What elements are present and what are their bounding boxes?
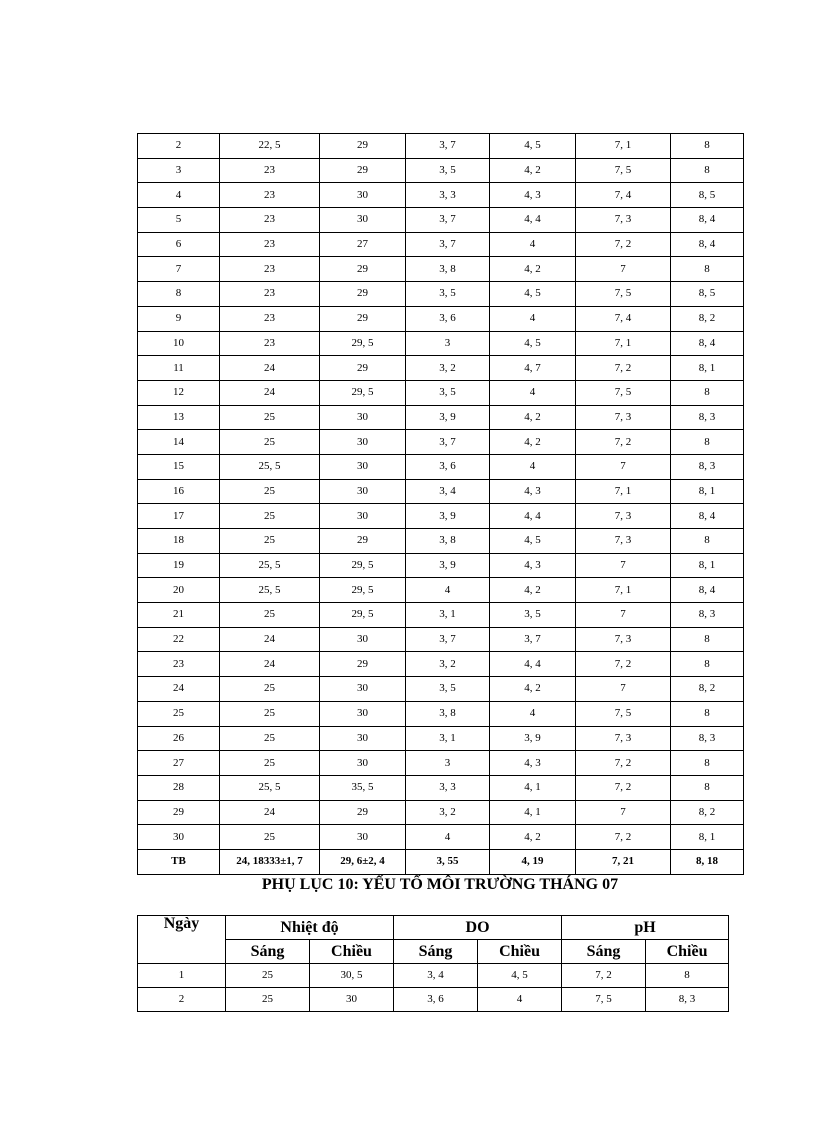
table-row	[138, 405, 744, 430]
table-cell: 4	[478, 988, 562, 1012]
june-table-body	[138, 134, 744, 875]
table-cell: 7, 2	[576, 775, 671, 800]
table-cell: 3, 8	[406, 529, 490, 554]
table-cell: 25	[220, 479, 320, 504]
table-cell: 25, 5	[220, 578, 320, 603]
table-cell: 29, 5	[320, 331, 406, 356]
table-cell: 3, 55	[406, 849, 490, 874]
table-cell: 10	[138, 331, 220, 356]
table-cell: 8, 4	[671, 504, 744, 529]
table-cell: 7, 2	[576, 430, 671, 455]
table-cell: 29, 5	[320, 578, 406, 603]
table-cell: 25	[220, 751, 320, 776]
table-cell: 29	[138, 800, 220, 825]
table-cell: 25	[220, 701, 320, 726]
table-row	[138, 134, 744, 159]
table-row	[138, 988, 729, 1012]
table-cell: 3, 6	[406, 454, 490, 479]
table-cell: 3, 3	[406, 775, 490, 800]
table-cell: 8, 4	[671, 232, 744, 257]
table-cell: 3, 2	[406, 652, 490, 677]
table-cell: 8, 1	[671, 479, 744, 504]
table-row	[138, 825, 744, 850]
table-cell: 24	[220, 627, 320, 652]
table-row	[138, 652, 744, 677]
table-cell: 8, 5	[671, 183, 744, 208]
table-cell: 24, 18333±1, 7	[220, 849, 320, 874]
header-day: Ngày	[138, 916, 226, 964]
table-cell: 29	[320, 158, 406, 183]
table-cell: 25	[220, 504, 320, 529]
table-cell: 30	[320, 504, 406, 529]
table-cell: 7, 3	[576, 726, 671, 751]
table-cell: 7, 4	[576, 183, 671, 208]
table-cell: 4, 19	[490, 849, 576, 874]
table-cell: 16	[138, 479, 220, 504]
table-cell: 3, 8	[406, 257, 490, 282]
table-cell: 23	[220, 183, 320, 208]
header-temp-morning: Sáng	[226, 940, 310, 964]
table-cell: 3, 9	[406, 553, 490, 578]
table-cell: 30, 5	[310, 964, 394, 988]
header-do-afternoon: Chiều	[478, 940, 562, 964]
table-cell: 30	[320, 405, 406, 430]
table-cell: 8, 3	[671, 603, 744, 628]
table-cell: 22, 5	[220, 134, 320, 159]
table-row	[138, 479, 744, 504]
table-cell: 8, 2	[671, 800, 744, 825]
table-cell: 3, 5	[406, 282, 490, 307]
table-cell: 3, 7	[406, 627, 490, 652]
table-cell: 25, 5	[220, 775, 320, 800]
table-row	[138, 454, 744, 479]
table-cell: 4	[490, 306, 576, 331]
table-cell: 4, 7	[490, 356, 576, 381]
table-row	[138, 158, 744, 183]
table-cell: 7, 1	[576, 479, 671, 504]
table-cell: 6	[138, 232, 220, 257]
table-cell: 3, 2	[406, 356, 490, 381]
table-cell: 7, 5	[576, 282, 671, 307]
table-cell: 8	[671, 158, 744, 183]
table-cell: 27	[320, 232, 406, 257]
table-cell: 25	[220, 430, 320, 455]
table-cell: 4	[490, 380, 576, 405]
table-cell: 20	[138, 578, 220, 603]
table-cell: 30	[320, 454, 406, 479]
table-cell: 4, 5	[490, 331, 576, 356]
table-cell: 24	[220, 356, 320, 381]
table-cell: 4, 3	[490, 479, 576, 504]
table-cell: 4, 5	[490, 529, 576, 554]
table-cell: 8, 2	[671, 677, 744, 702]
table-cell: 8, 4	[671, 331, 744, 356]
appendix-title: PHỤ LỤC 10: YẾU TỐ MÔI TRƯỜNG THÁNG 07	[261, 876, 619, 893]
table-cell: 23	[220, 331, 320, 356]
table-cell: 24	[220, 380, 320, 405]
july-table-body	[138, 964, 729, 1012]
table-cell: 25	[220, 529, 320, 554]
table-cell: 25, 5	[220, 454, 320, 479]
table-cell: 3, 7	[406, 232, 490, 257]
table-cell: 8	[671, 701, 744, 726]
table-cell: TB	[138, 849, 220, 874]
table-cell: 7, 3	[576, 627, 671, 652]
table-cell: 3, 5	[406, 380, 490, 405]
table-cell: 8	[646, 964, 729, 988]
table-row	[138, 751, 744, 776]
table-cell: 23	[220, 306, 320, 331]
table-cell: 4, 3	[490, 183, 576, 208]
table-cell: 3, 9	[490, 726, 576, 751]
table-cell: 4, 2	[490, 158, 576, 183]
table-cell: 3, 7	[406, 208, 490, 233]
table-cell: 7, 21	[576, 849, 671, 874]
table-cell: 30	[320, 430, 406, 455]
table-cell: 17	[138, 504, 220, 529]
table-cell: 3, 7	[490, 627, 576, 652]
table-cell: 7, 3	[576, 529, 671, 554]
table-cell: 25	[220, 677, 320, 702]
table-cell: 4, 1	[490, 800, 576, 825]
table-cell: 3, 9	[406, 405, 490, 430]
table-row	[138, 553, 744, 578]
table-cell: 19	[138, 553, 220, 578]
table-cell: 24	[138, 677, 220, 702]
table-cell: 7, 3	[576, 208, 671, 233]
table-cell: 3	[406, 751, 490, 776]
table-cell: 4	[490, 454, 576, 479]
table-cell: 3, 5	[406, 158, 490, 183]
table-row	[138, 331, 744, 356]
table-row	[138, 800, 744, 825]
table-cell: 4, 4	[490, 504, 576, 529]
table-cell: 3, 4	[406, 479, 490, 504]
table-cell: 4, 2	[490, 405, 576, 430]
table-cell: 3, 1	[406, 603, 490, 628]
table-cell: 30	[138, 825, 220, 850]
table-cell: 2	[138, 988, 226, 1012]
table-cell: 3, 6	[394, 988, 478, 1012]
table-row	[138, 257, 744, 282]
table-cell: 8	[671, 529, 744, 554]
table-row	[138, 578, 744, 603]
table-cell: 8	[671, 257, 744, 282]
table-cell: 3, 3	[406, 183, 490, 208]
table-cell: 29	[320, 134, 406, 159]
table-cell: 3	[406, 331, 490, 356]
table-cell: 8	[671, 430, 744, 455]
table-cell: 30	[320, 479, 406, 504]
table-row	[138, 380, 744, 405]
table-cell: 29	[320, 257, 406, 282]
table-cell: 8	[671, 134, 744, 159]
july-environment-table	[137, 915, 729, 1012]
table-cell: 24	[220, 800, 320, 825]
table-cell: 9	[138, 306, 220, 331]
table-cell: 25	[220, 405, 320, 430]
table-cell: 25, 5	[220, 553, 320, 578]
table-cell: 7, 1	[576, 578, 671, 603]
table-cell: 30	[320, 825, 406, 850]
table-cell: 8, 3	[646, 988, 729, 1012]
table-cell: 7, 5	[562, 988, 646, 1012]
table-cell: 3, 6	[406, 306, 490, 331]
table-cell: 29, 5	[320, 603, 406, 628]
table-cell: 8	[671, 627, 744, 652]
table-cell: 8, 4	[671, 208, 744, 233]
table-cell: 7	[138, 257, 220, 282]
header-ph: pH	[562, 916, 729, 940]
table-row	[138, 208, 744, 233]
table-cell: 3, 5	[490, 603, 576, 628]
table-cell: 25	[138, 701, 220, 726]
table-cell: 29	[320, 800, 406, 825]
table-cell: 4, 5	[478, 964, 562, 988]
table-cell: 8, 1	[671, 825, 744, 850]
table-cell: 2	[138, 134, 220, 159]
header-temperature: Nhiệt độ	[226, 916, 394, 940]
header-temp-afternoon: Chiều	[310, 940, 394, 964]
table-cell: 30	[320, 701, 406, 726]
table-cell: 25	[220, 603, 320, 628]
table-cell: 8	[671, 652, 744, 677]
table-cell: 29	[320, 306, 406, 331]
table-cell: 21	[138, 603, 220, 628]
table-cell: 23	[220, 158, 320, 183]
table-cell: 8	[138, 282, 220, 307]
table-cell: 7	[576, 677, 671, 702]
table-cell: 7, 1	[576, 331, 671, 356]
table-cell: 7	[576, 603, 671, 628]
table-cell: 7	[576, 454, 671, 479]
table-row	[138, 701, 744, 726]
table-cell: 4, 2	[490, 257, 576, 282]
table-cell: 25	[220, 825, 320, 850]
table-cell: 18	[138, 529, 220, 554]
table-cell: 4, 5	[490, 134, 576, 159]
table-cell: 7	[576, 800, 671, 825]
table-cell: 7, 5	[576, 158, 671, 183]
table-row	[138, 430, 744, 455]
table-row	[138, 775, 744, 800]
table-cell: 22	[138, 627, 220, 652]
table-cell: 8, 18	[671, 849, 744, 874]
table-cell: 23	[220, 208, 320, 233]
table-cell: 29, 6±2, 4	[320, 849, 406, 874]
table-cell: 12	[138, 380, 220, 405]
table-cell: 3, 7	[406, 430, 490, 455]
table-row	[138, 964, 729, 988]
table-row	[138, 603, 744, 628]
table-cell: 23	[220, 257, 320, 282]
table-row	[138, 849, 744, 874]
table-cell: 30	[320, 726, 406, 751]
table-cell: 29, 5	[320, 553, 406, 578]
table-row	[138, 726, 744, 751]
table-cell: 7, 4	[576, 306, 671, 331]
table-cell: 14	[138, 430, 220, 455]
table-cell: 23	[138, 652, 220, 677]
table-cell: 3, 9	[406, 504, 490, 529]
table-cell: 7, 2	[576, 232, 671, 257]
table-row	[138, 282, 744, 307]
table-row	[138, 232, 744, 257]
table-cell: 3, 7	[406, 134, 490, 159]
table-cell: 4, 2	[490, 578, 576, 603]
table-cell: 30	[320, 627, 406, 652]
table-cell: 3, 8	[406, 701, 490, 726]
table-cell: 29, 5	[320, 380, 406, 405]
table-cell: 7, 2	[576, 825, 671, 850]
table-cell: 35, 5	[320, 775, 406, 800]
table-cell: 3, 1	[406, 726, 490, 751]
table-cell: 8	[671, 380, 744, 405]
table-cell: 7, 2	[576, 652, 671, 677]
table-cell: 7, 3	[576, 504, 671, 529]
header-ph-afternoon: Chiều	[646, 940, 729, 964]
table-cell: 27	[138, 751, 220, 776]
table-cell: 15	[138, 454, 220, 479]
table-cell: 29	[320, 282, 406, 307]
table-cell: 3, 5	[406, 677, 490, 702]
table-row	[138, 504, 744, 529]
table-cell: 23	[220, 282, 320, 307]
table-cell: 4, 1	[490, 775, 576, 800]
table-cell: 4, 3	[490, 553, 576, 578]
table-cell: 11	[138, 356, 220, 381]
table-row	[138, 529, 744, 554]
table-cell: 28	[138, 775, 220, 800]
table-cell: 7, 2	[576, 356, 671, 381]
table-cell: 25	[220, 726, 320, 751]
table-cell: 7, 1	[576, 134, 671, 159]
table-cell: 4, 2	[490, 825, 576, 850]
table-cell: 7	[576, 257, 671, 282]
table-cell: 24	[220, 652, 320, 677]
table-cell: 23	[220, 232, 320, 257]
table-cell: 7	[576, 553, 671, 578]
table-cell: 30	[320, 208, 406, 233]
table-cell: 3, 2	[406, 800, 490, 825]
table-cell: 7, 5	[576, 701, 671, 726]
table-cell: 7, 5	[576, 380, 671, 405]
table-cell: 30	[320, 677, 406, 702]
table-cell: 5	[138, 208, 220, 233]
table-cell: 30	[320, 183, 406, 208]
table-cell: 4, 5	[490, 282, 576, 307]
table-cell: 29	[320, 652, 406, 677]
table-row	[138, 183, 744, 208]
table-cell: 8, 1	[671, 356, 744, 381]
table-cell: 25	[226, 964, 310, 988]
table-cell: 7, 3	[576, 405, 671, 430]
table-cell: 1	[138, 964, 226, 988]
header-ph-morning: Sáng	[562, 940, 646, 964]
table-cell: 30	[310, 988, 394, 1012]
table-row	[138, 356, 744, 381]
table-cell: 4	[138, 183, 220, 208]
table-cell: 4	[406, 578, 490, 603]
table-row	[138, 627, 744, 652]
header-do: DO	[394, 916, 562, 940]
table-row	[138, 677, 744, 702]
table-cell: 29	[320, 356, 406, 381]
table-cell: 26	[138, 726, 220, 751]
table-cell: 4, 2	[490, 430, 576, 455]
table-cell: 4	[490, 232, 576, 257]
table-cell: 7, 2	[562, 964, 646, 988]
table-cell: 8, 3	[671, 454, 744, 479]
table-cell: 30	[320, 751, 406, 776]
table-cell: 4, 4	[490, 652, 576, 677]
june-environment-table	[137, 133, 744, 875]
table-cell: 8, 3	[671, 726, 744, 751]
table-cell: 4	[406, 825, 490, 850]
table-cell: 3, 4	[394, 964, 478, 988]
table-cell: 8, 1	[671, 553, 744, 578]
table-cell: 4, 2	[490, 677, 576, 702]
table-cell: 8	[671, 751, 744, 776]
table-cell: 3	[138, 158, 220, 183]
table-cell: 13	[138, 405, 220, 430]
table-cell: 8, 2	[671, 306, 744, 331]
table-row	[138, 306, 744, 331]
table-cell: 29	[320, 529, 406, 554]
table-cell: 4, 4	[490, 208, 576, 233]
table-cell: 8, 3	[671, 405, 744, 430]
table-cell: 8, 4	[671, 578, 744, 603]
table-cell: 8	[671, 775, 744, 800]
header-do-morning: Sáng	[394, 940, 478, 964]
july-table-header	[138, 916, 729, 964]
table-cell: 4	[490, 701, 576, 726]
table-cell: 25	[226, 988, 310, 1012]
table-cell: 8, 5	[671, 282, 744, 307]
table-cell: 4, 3	[490, 751, 576, 776]
table-cell: 7, 2	[576, 751, 671, 776]
